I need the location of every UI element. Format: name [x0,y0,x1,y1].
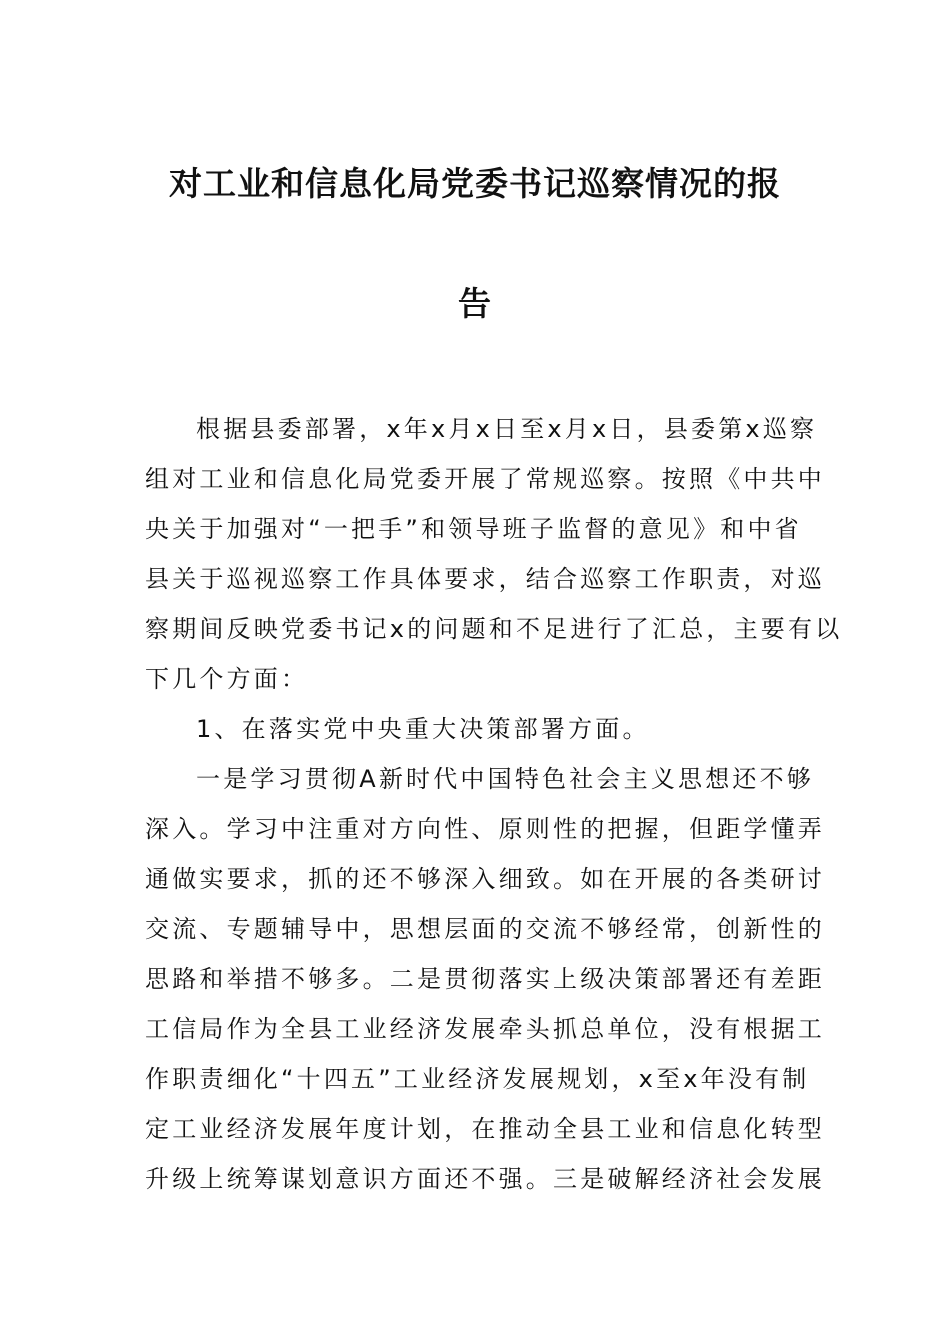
paragraph-2-line-3: 通做实要求，抓的还不够深入细致。如在开展的各类研讨 [145,865,825,893]
paragraph-2-line-4: 交流、专题辅导中，思想层面的交流不够经常，创新性的 [145,915,825,943]
paragraph-1-line-2: 组对工业和信息化局党委开展了常规巡察。按照《中共中 [145,465,825,493]
section-heading-1: 1、在落实党中央重大决策部署方面。 [196,715,650,743]
paragraph-1-line-5: 察期间反映党委书记x的问题和不足进行了汇总，主要有以 [145,615,843,643]
paragraph-1-line-1: 根据县委部署，x年x月x日至x月x日，县委第x巡察 [196,415,818,443]
document-title-line-2: 告 [458,284,492,323]
paragraph-2-line-1: 一是学习贯彻A新时代中国特色社会主义思想还不够 [196,765,815,793]
paragraph-2-line-6: 工信局作为全县工业经济发展牵头抓总单位，没有根据工 [145,1015,825,1043]
document-title-line-1: 对工业和信息化局党委书记巡察情况的报 [169,164,781,203]
paragraph-1-line-3: 央关于加强对“一把手”和领导班子监督的意见》和中省 [145,515,802,543]
paragraph-2-line-7: 作职责细化“十四五”工业经济发展规划，x至x年没有制 [145,1065,810,1093]
paragraph-2-line-9: 升级上统筹谋划意识方面还不强。三是破解经济社会发展 [145,1165,825,1193]
paragraph-2-line-8: 定工业经济发展年度计划，在推动全县工业和信息化转型 [145,1115,825,1143]
paragraph-2-line-5: 思路和举措不够多。二是贯彻落实上级决策部署还有差距 [145,965,825,993]
paragraph-1-line-4: 县关于巡视巡察工作具体要求，结合巡察工作职责，对巡 [145,565,825,593]
paragraph-1-line-6: 下几个方面： [145,665,309,693]
paragraph-2-line-2: 深入。学习中注重对方向性、原则性的把握，但距学懂弄 [145,815,825,843]
